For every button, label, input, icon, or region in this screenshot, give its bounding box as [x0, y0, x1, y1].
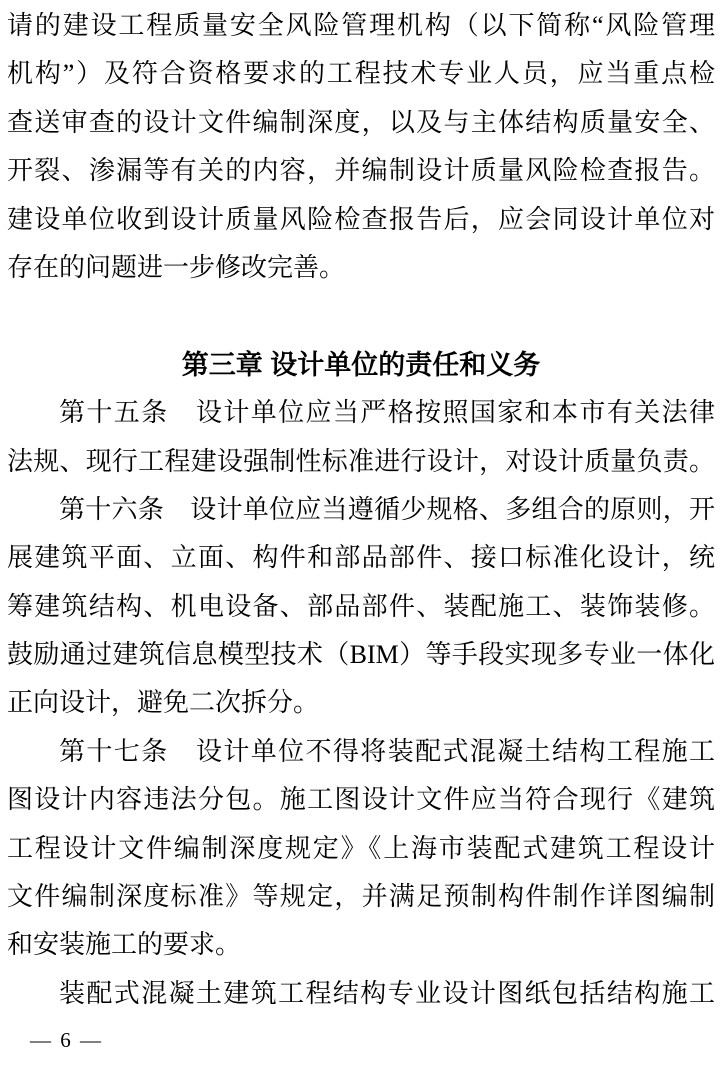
- text-line: 筹建筑结构、机电设备、部品部件、装配施工、装饰装修。: [7, 591, 715, 621]
- text-line: 建设单位收到设计质量风险检查报告后，应会同设计单位对: [7, 204, 715, 234]
- text-line: 图设计内容违法分包。施工图设计文件应当符合现行《建筑: [7, 785, 715, 815]
- text-line: 第十七条 设计单位不得将装配式混凝土结构工程施工: [59, 736, 715, 766]
- text-line: 文件编制深度标准》等规定，并满足预制构件制作详图编制: [7, 882, 715, 912]
- text-line: 机构”）及符合资格要求的工程技术专业人员，应当重点检: [7, 59, 715, 89]
- text-line: 和安装施工的要求。: [7, 930, 242, 960]
- chapter-heading: 第三章 设计单位的责任和义务: [181, 349, 541, 380]
- text-line: 工程设计文件编制深度规定》《上海市装配式建筑工程设计: [7, 833, 715, 863]
- text-line: 查送审查的设计文件编制深度，以及与主体结构质量安全、: [7, 107, 715, 137]
- text-line: 请的建设工程质量安全风险管理机构（以下简称“风险管理: [7, 11, 715, 40]
- text-line: 第十五条 设计单位应当严格按照国家和本市有关法律: [59, 398, 715, 428]
- text-line: 正向设计，避免二次拆分。: [7, 688, 320, 718]
- page-number: — 6 —: [30, 1028, 103, 1053]
- text-line: 存在的问题进一步修改完善。: [7, 252, 346, 282]
- text-line: 法规、现行工程建设强制性标准进行设计，对设计质量负责。: [7, 446, 715, 476]
- text-line: 展建筑平面、立面、构件和部品部件、接口标准化设计，统: [7, 543, 715, 573]
- text-line: 装配式混凝土建筑工程结构专业设计图纸包括结构施工: [59, 978, 715, 1008]
- text-line: 鼓励通过建筑信息模型技术（BIM）等手段实现多专业一体化: [7, 640, 715, 670]
- text-line: 第十六条 设计单位应当遵循少规格、多组合的原则，开: [59, 494, 715, 524]
- text-line: 开裂、渗漏等有关的内容，并编制设计质量风险检查报告。: [7, 156, 715, 186]
